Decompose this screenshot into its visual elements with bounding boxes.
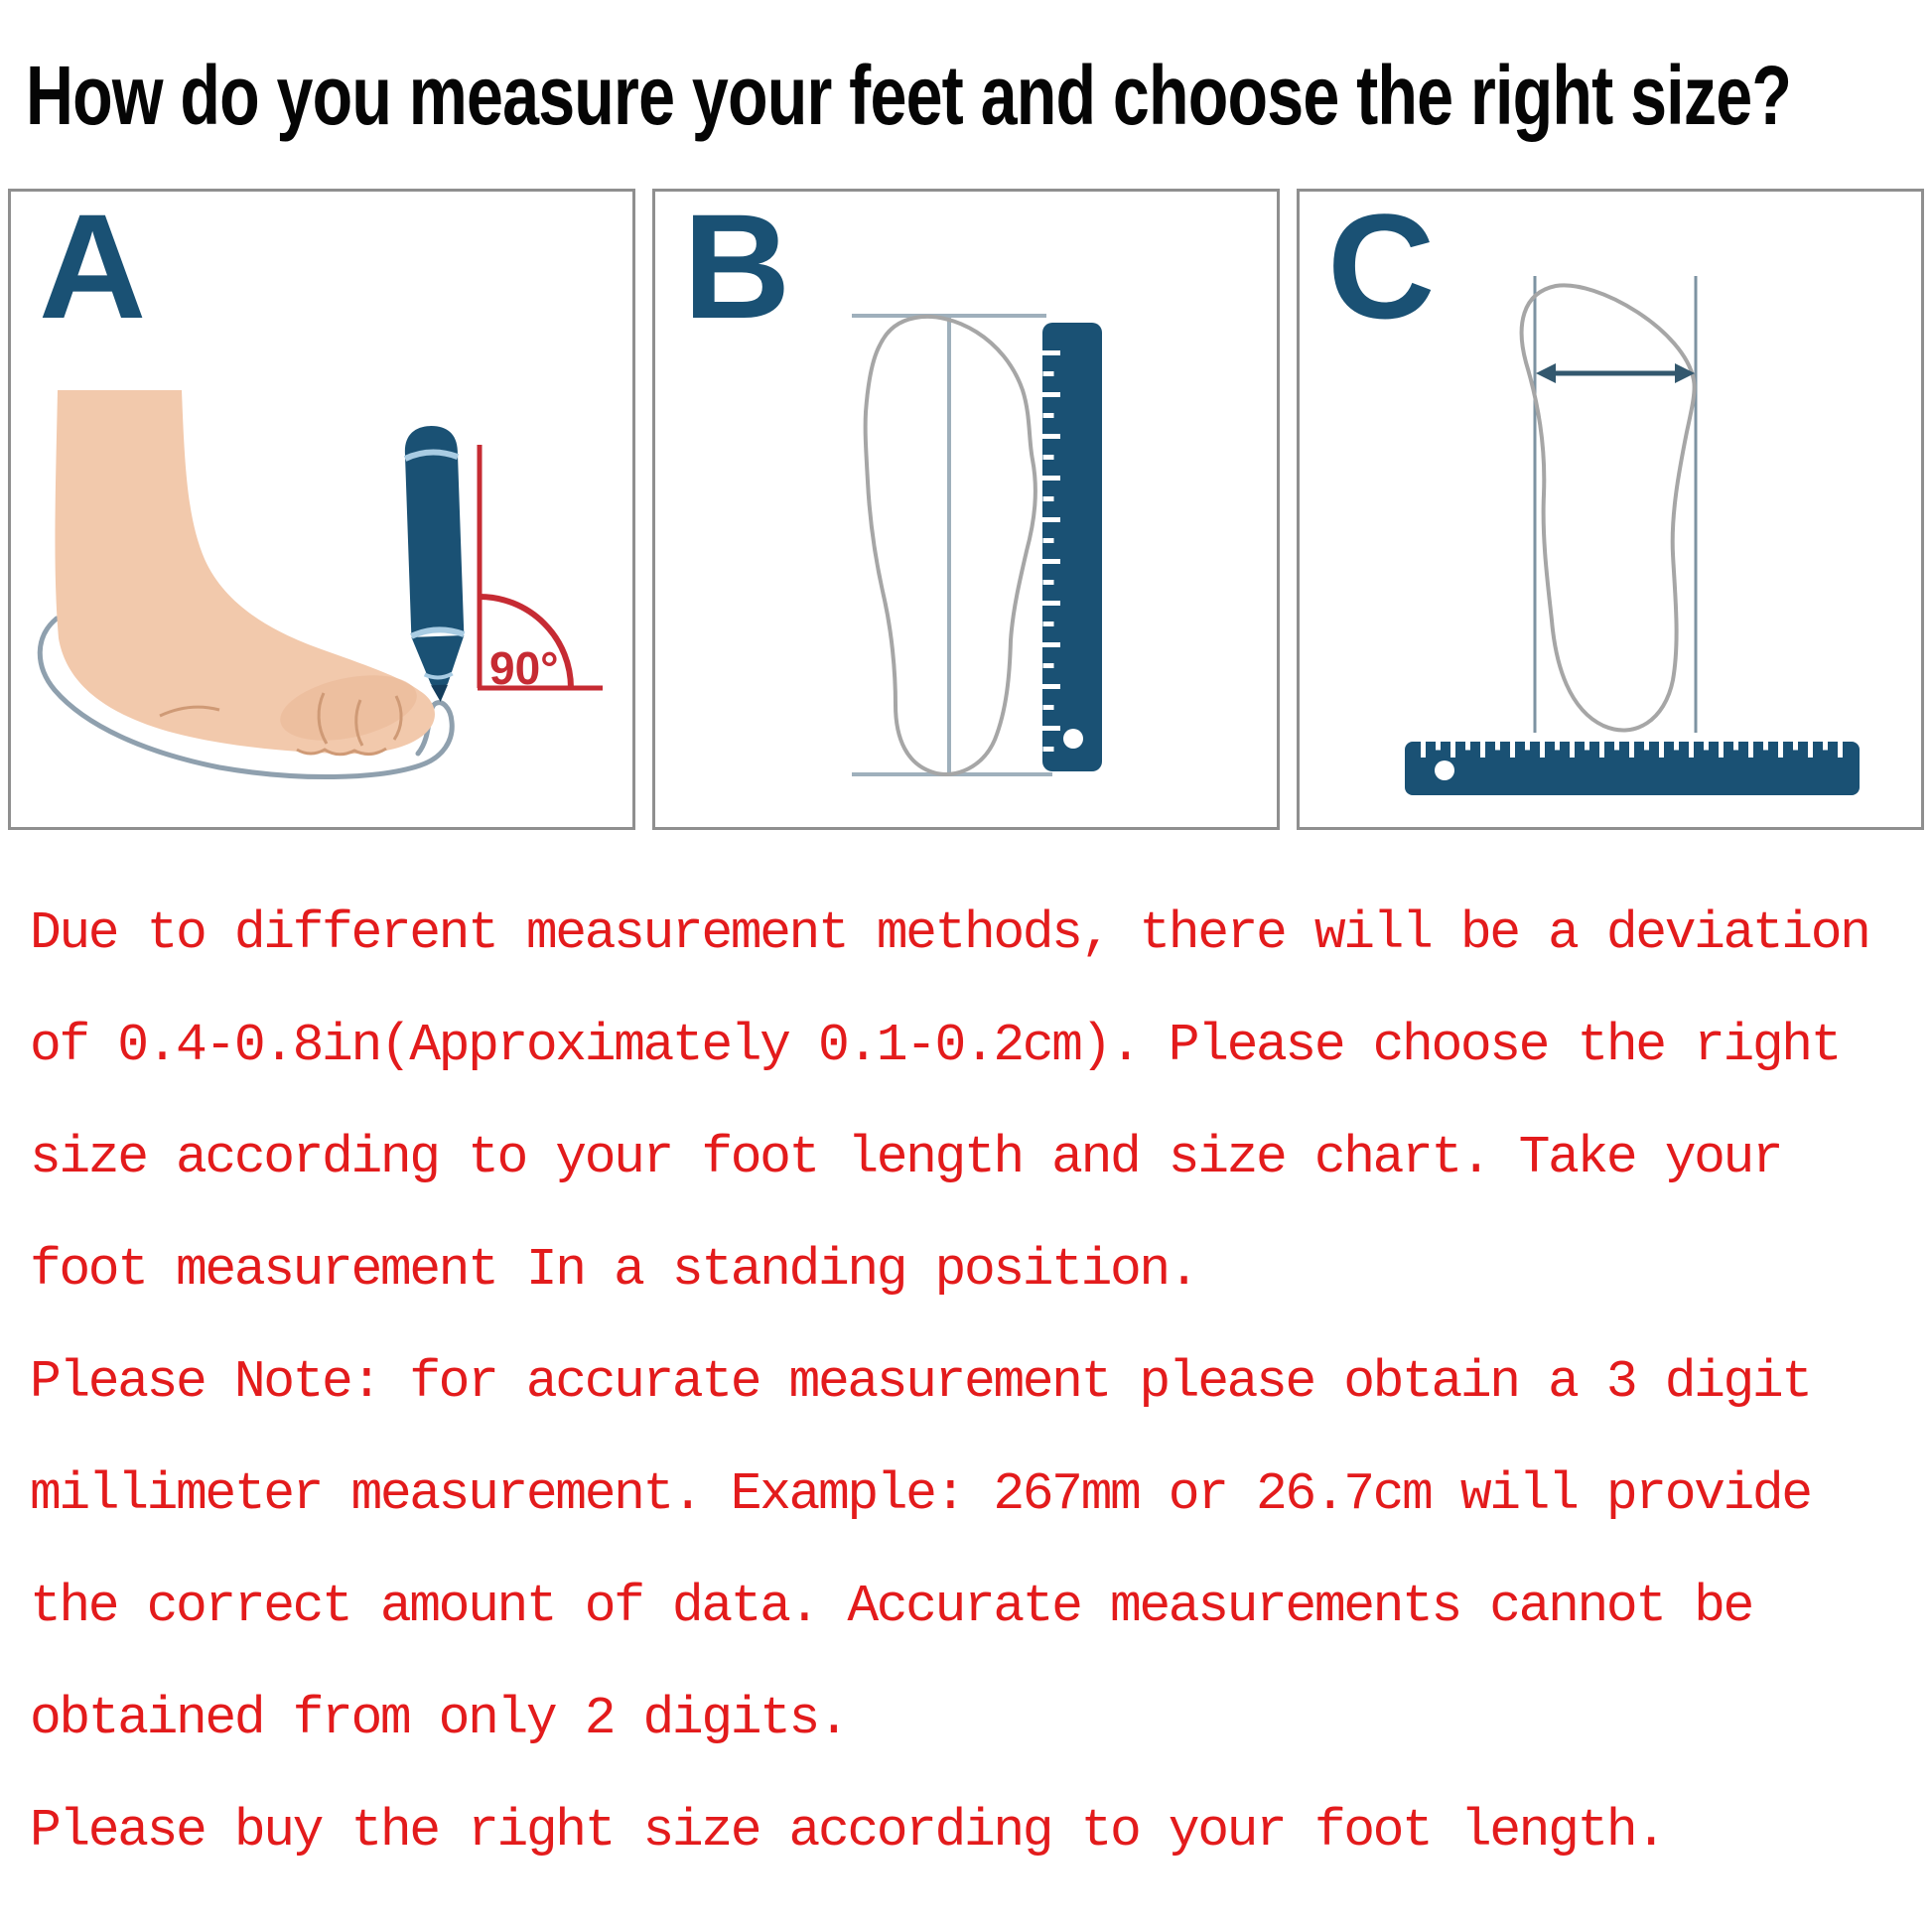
panel-b [652, 183, 1280, 830]
instruction-line: Due to different measurement methods, there will be a deviation [30, 903, 1869, 963]
pencil-icon [404, 425, 467, 703]
angle-90-marker [478, 445, 603, 694]
instruction-panels [8, 183, 1924, 830]
instruction-line: size according to your foot length and size chart. Take your [30, 1128, 1782, 1187]
panel-c [1297, 183, 1924, 830]
instruction-line: Please Note: for accurate measurement please obtain a 3 digit [30, 1352, 1811, 1412]
page-title: How do you measure your feet and choose the right size? [26, 49, 1792, 142]
sizing-instructions [30, 878, 1926, 1887]
panel-a [8, 183, 635, 830]
panel-c-label: C [1327, 183, 1436, 349]
instruction-line: obtained from only 2 digits. [30, 1689, 848, 1748]
angle-label: 90° [489, 642, 559, 694]
panel-b-label: B [683, 183, 791, 349]
width-arrow [1536, 363, 1695, 383]
ruler-vertical-icon [1042, 323, 1102, 771]
foot-outline [1522, 285, 1695, 730]
instruction-line: Please buy the right size according to your foot length. [30, 1801, 1665, 1861]
panel-a-label: A [39, 183, 147, 349]
instruction-line: the correct amount of data. Accurate measurements cannot be [30, 1577, 1752, 1636]
ruler-horizontal-icon [1405, 742, 1860, 795]
ruler-hole [1435, 760, 1454, 780]
instruction-line: of 0.4-0.8in(Approximately 0.1-0.2cm). Please choose the right [30, 1016, 1841, 1075]
instruction-line: foot measurement In a standing position. [30, 1240, 1198, 1300]
ruler-hole [1063, 729, 1083, 749]
instruction-line: millimeter measurement. Example: 267mm or 26.7cm will provide [30, 1464, 1811, 1524]
